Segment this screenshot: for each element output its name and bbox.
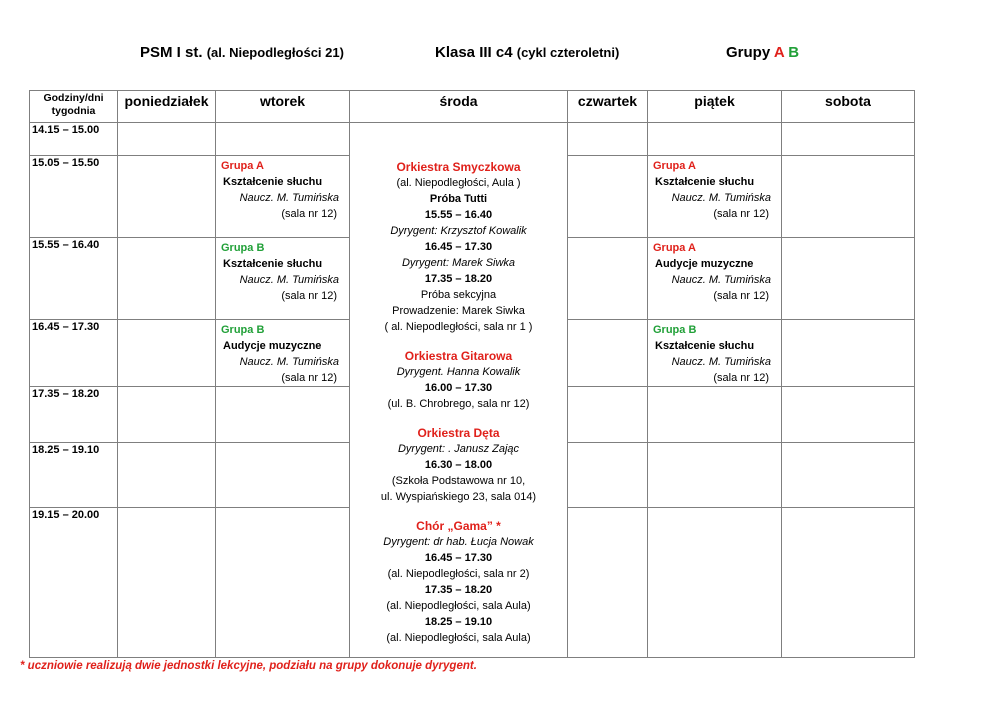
empty-cell [782,508,915,658]
lesson-subject: Kształcenie słuchu [655,340,755,352]
group-a-label: A [773,44,785,61]
choir-title: Chór „Gama” * [416,519,501,533]
lesson-teacher: Naucz. M. Tumińska [671,192,771,204]
lesson-subject: Audycje muzyczne [655,258,754,270]
lesson-group: Grupa B [653,324,697,336]
footnote: * uczniowie realizują dwie jednostki lekcyjne, podziału na grupy dokonuje dyrygent. [20,660,477,672]
wednesday-content [350,123,567,646]
smyczkowa-time-2: 16.45 – 17.30 [424,241,493,253]
empty-cell [568,238,648,320]
lesson [648,156,781,222]
lesson-cell [648,238,782,320]
gitarowa-room: (ul. B. Chrobrego, sala nr 12) [387,398,530,410]
empty-cell [568,443,648,508]
corner-header [30,91,118,123]
choir-time-1: 16.45 – 17.30 [424,552,493,564]
smyczkowa-section: Próba sekcyjna [420,289,497,301]
groups-title [726,44,799,61]
lesson-teacher: Naucz. M. Tumińska [671,274,771,286]
choir-conductor: Dyrygent: dr hab. Łucja Nowak [383,536,534,548]
lesson-group: Grupa B [221,324,265,336]
class-title [435,44,619,61]
lesson-room: (sala nr 12) [281,290,337,302]
lesson-cell [216,156,350,238]
empty-cell [118,156,216,238]
day-monday: poniedziałek [118,91,216,123]
corner-line-1: Godziny/dni [43,92,104,104]
empty-cell [782,387,915,443]
deta-room-2: ul. Wyspiańskiego 23, sala 014) [380,491,537,503]
wednesday-cell [350,123,568,658]
smyczkowa-title: Orkiestra Smyczkowa [396,160,521,174]
lesson-cell [648,156,782,238]
time-cell: 18.25 – 19.10 [30,443,118,508]
lesson-teacher: Naucz. M. Tumińska [671,356,771,368]
lesson-cell [216,320,350,387]
lesson-teacher: Naucz. M. Tumińska [239,274,339,286]
lesson-group: Grupa B [221,242,265,254]
empty-cell [118,508,216,658]
lesson-room: (sala nr 12) [713,208,769,220]
lesson-subject: Kształcenie słuchu [223,176,323,188]
empty-cell [782,238,915,320]
smyczkowa-lead: Prowadzenie: Marek Siwka [392,305,525,317]
time-cell: 15.05 – 15.50 [30,156,118,238]
gitarowa-title: Orkiestra Gitarowa [404,349,513,363]
group-b-label: B [788,44,800,61]
lesson-room: (sala nr 12) [281,372,337,384]
choir-time-3: 18.25 – 19.10 [424,616,493,628]
empty-cell [648,123,782,156]
lesson-teacher: Naucz. M. Tumińska [239,192,339,204]
empty-cell [118,320,216,387]
smyczkowa-conductor-1: Dyrygent: Krzysztof Kowalik [390,225,527,237]
day-tuesday: wtorek [216,91,350,123]
smyczkowa-rehearsal: Próba Tutti [429,193,488,205]
smyczkowa-time-1: 15.55 – 16.40 [424,209,493,221]
lesson [216,320,349,386]
lesson-room: (sala nr 12) [713,290,769,302]
deta-room-1: (Szkoła Podstawowa nr 10, [391,475,526,487]
smyczkowa-conductor-2: Dyrygent: Marek Siwka [401,257,516,269]
smyczkowa-room: ( al. Niepodległości, sala nr 1 ) [384,321,533,333]
choir-room-3: (al. Niepodległości, sala Aula) [386,632,531,644]
smyczkowa-time-3: 17.35 – 18.20 [424,273,493,285]
choir-time-2: 17.35 – 18.20 [424,584,493,596]
empty-cell [118,123,216,156]
deta-title: Orkiestra Dęta [417,426,500,440]
choir-room-2: (al. Niepodległości, sala Aula) [386,600,531,612]
lesson-group: Grupa A [653,160,696,172]
lesson-cell [648,320,782,387]
class-name: Klasa III c4 [435,44,513,61]
empty-cell [216,123,350,156]
choir-room-1: (al. Niepodległości, sala nr 2) [387,568,530,580]
school-title [140,44,344,61]
lesson-subject: Kształcenie słuchu [223,258,323,270]
class-cycle: (cykl czteroletni) [516,45,620,60]
empty-cell [648,508,782,658]
smyczkowa-address: (al. Niepodległości, Aula ) [396,177,521,189]
empty-cell [216,508,350,658]
empty-cell [216,387,350,443]
school-name: PSM I st. [140,44,203,61]
lesson-group: Grupa A [221,160,264,172]
lesson-subject: Kształcenie słuchu [655,176,755,188]
lesson [216,156,349,222]
empty-cell [568,123,648,156]
lesson-teacher: Naucz. M. Tumińska [239,356,339,368]
gitarowa-conductor: Dyrygent. Hanna Kowalik [396,366,521,378]
lesson-subject: Audycje muzyczne [223,340,322,352]
time-cell: 15.55 – 16.40 [30,238,118,320]
corner-line-2: tygodnia [51,105,96,117]
day-saturday: sobota [782,91,915,123]
lesson-room: (sala nr 12) [281,208,337,220]
gitarowa-time: 16.00 – 17.30 [424,382,493,394]
table-row [30,123,915,156]
empty-cell [118,387,216,443]
time-cell: 19.15 – 20.00 [30,508,118,658]
day-thursday: czwartek [568,91,648,123]
groups-label: Grupy [726,44,771,61]
empty-cell [568,387,648,443]
time-cell: 16.45 – 17.30 [30,320,118,387]
empty-cell [648,443,782,508]
timetable [29,90,915,658]
empty-cell [118,238,216,320]
empty-cell [118,443,216,508]
day-friday: piątek [648,91,782,123]
lesson [216,238,349,304]
deta-conductor: Dyrygent: . Janusz Zając [397,443,520,455]
empty-cell [216,443,350,508]
empty-cell [782,443,915,508]
empty-cell [568,320,648,387]
time-cell: 17.35 – 18.20 [30,387,118,443]
lesson-room: (sala nr 12) [713,372,769,384]
day-wednesday: środa [350,91,568,123]
time-cell: 14.15 – 15.00 [30,123,118,156]
empty-cell [782,320,915,387]
school-address: (al. Niepodległości 21) [206,45,344,60]
lesson [648,320,781,386]
lesson [648,238,781,304]
deta-time: 16.30 – 18.00 [424,459,493,471]
lesson-cell [216,238,350,320]
empty-cell [782,156,915,238]
empty-cell [568,508,648,658]
empty-cell [648,387,782,443]
header-row [30,91,915,123]
lesson-group: Grupa A [653,242,696,254]
empty-cell [782,123,915,156]
empty-cell [568,156,648,238]
